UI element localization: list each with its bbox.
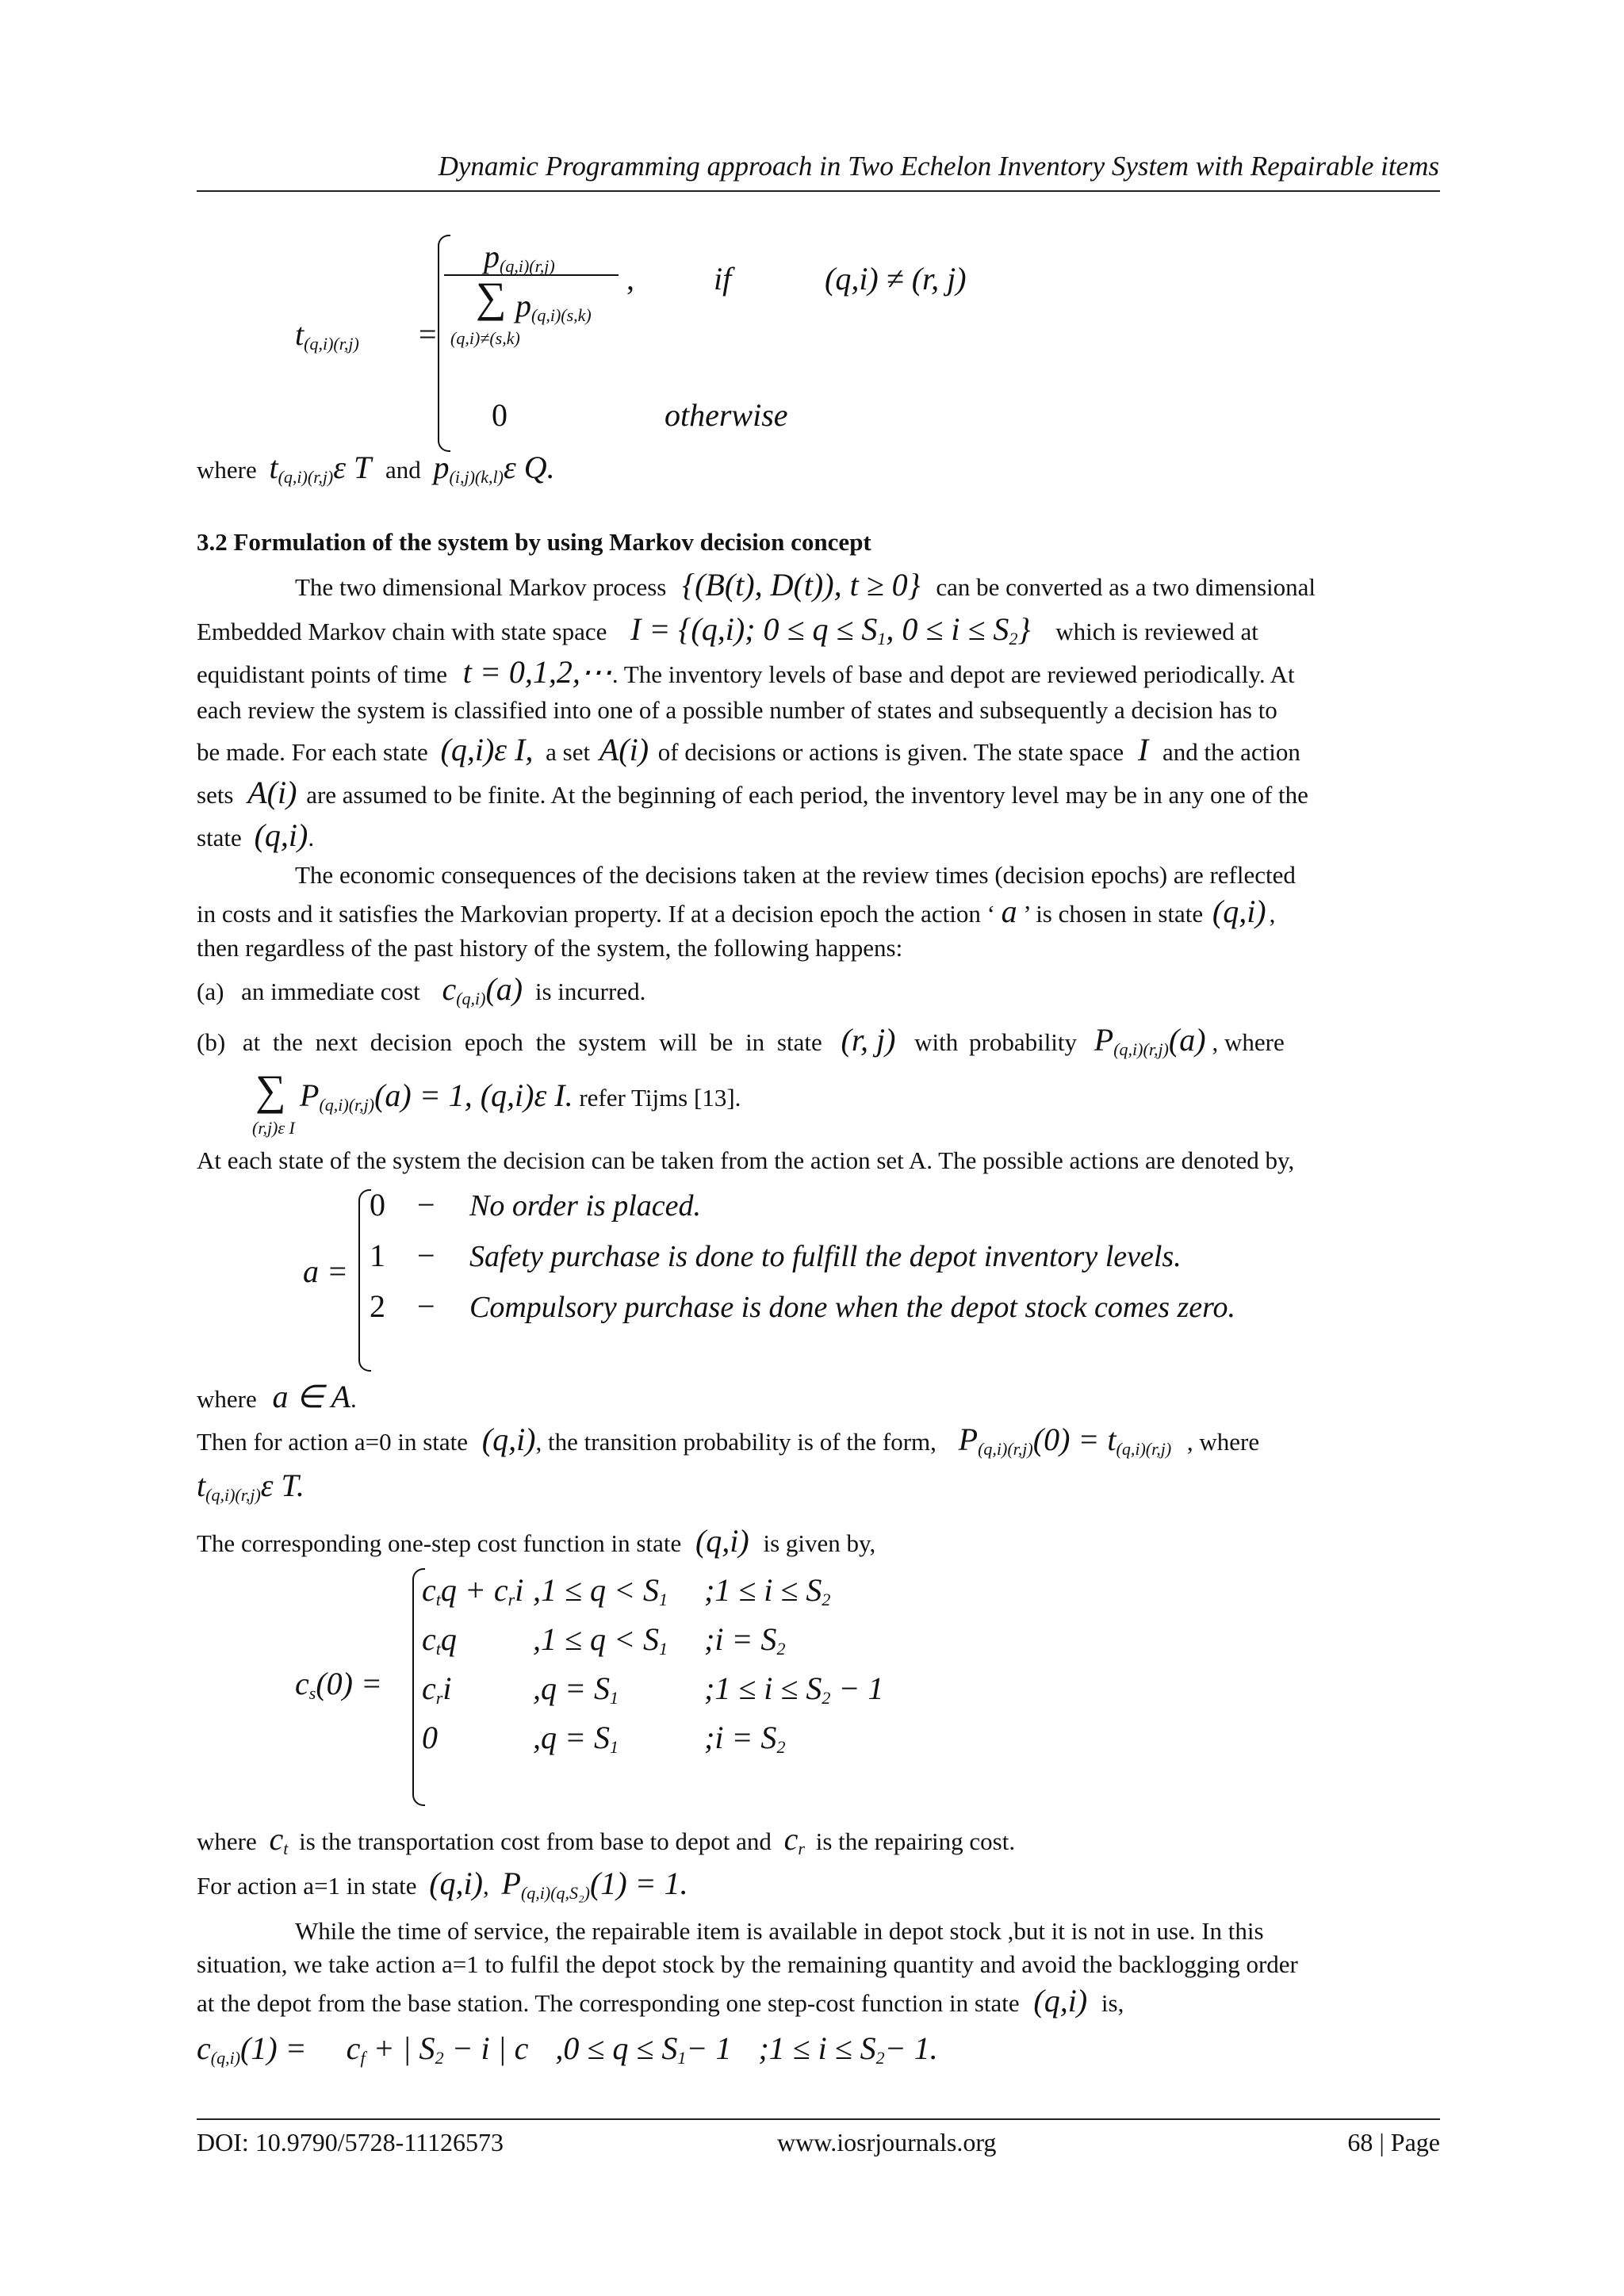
actions-intro: At each state of the system the decision can be taken from the action set A. The possible actions are denoted by, xyxy=(197,1146,1295,1174)
cost0-row-3: $c_ri$ $,q = S_1$ ;1 ≤ $i \le S_2 - 1$ xyxy=(422,1670,884,1708)
actions-where: where a ∈ A. xyxy=(197,1379,357,1414)
eq-t-comma: , xyxy=(626,261,634,297)
para2-item-a: (a) an immediate cost $c_{(q,i)}(a)$ is incurred. xyxy=(197,971,646,1008)
para3-line2: situation, we take action a=1 to fulfil the depot stock by the remaining quantity and avoid the backlogging order xyxy=(197,1950,1298,1978)
para2-sum-subscript: (r,j)ε I xyxy=(252,1118,295,1138)
cost0-cases xyxy=(422,1571,883,1768)
para1-line1: The two dimensional Markov process {(B(t), D(t)), t ≥ 0} can be converted as a two dimensional xyxy=(295,567,1316,603)
action0-line3: The corresponding one-step cost function in state (q,i) is given by, xyxy=(197,1523,876,1559)
action-2: 2 − Compulsory purchase is done when the depot stock comes zero. xyxy=(370,1288,1236,1324)
para2-sum-sign: ∑ xyxy=(255,1066,286,1114)
para1-line4: each review the system is classified into one of a possible number of states and subsequently a decision has to xyxy=(197,696,1277,724)
para2-line2: in costs and it satisfies the Markovian property. If at a decision epoch the action ‘ a ’ is chosen in state (q,i) , xyxy=(197,894,1276,929)
para2-line1: The economic consequences of the decisions taken at the review times (decision epochs) are reflected xyxy=(295,861,1296,889)
cost-where-line: where $c_t$ is the transportation cost from base to depot and $c_r$ is the repairing cost. xyxy=(197,1821,1016,1858)
para1-line7: state (q,i). xyxy=(197,817,315,853)
para1-line6: sets A(i) are assumed to be finite. At the beginning of each period, the inventory level may be in any one of the xyxy=(197,775,1308,810)
action-0: 0 − No order is placed. xyxy=(370,1187,702,1223)
eq-t-sum-sign: ∑ xyxy=(476,274,507,321)
para2-item-b: (b) at the next decision epoch the system will be in state (r, j) with probability $P_{(q,i)(r,j)}(a)$ , where xyxy=(197,1022,1285,1059)
eq-t-if: if xyxy=(714,261,732,297)
actions-list xyxy=(370,1186,1235,1338)
para3-line3: at the depot from the base station. The corresponding one step-cost function in state (q,i) is, xyxy=(197,1983,1124,2019)
footer-doi: DOI: 10.9790/5728-11126573 xyxy=(197,2128,504,2156)
action0-line2: $t_{(q,i)(r,j)}\varepsilon$ T. xyxy=(197,1468,304,1505)
eq-t-fraction-bar xyxy=(444,274,619,276)
footer-page-number: 68 | Page xyxy=(1347,2128,1440,2156)
eq-t-numerator: $p_{(q,i)(r,j)}$ xyxy=(484,239,555,276)
action0-line1: Then for action a=0 in state (q,i), the transition probability is of the form, $P_{(q,i)(r,j)}(0) = t_{(q,i)(r,j)}$ , where xyxy=(197,1422,1260,1459)
actions-lhs: a = xyxy=(303,1253,348,1289)
eq-t-denominator-p: $p_{(q,i)(s,k)}$ xyxy=(515,288,592,325)
eq-t-equals: = xyxy=(419,316,437,352)
header-rule xyxy=(197,190,1440,192)
cost0-lhs: $c_s(0)$ = xyxy=(295,1666,382,1703)
cost0-row-2: $c_tq$ $,1 \le q < S_1$ ;i = $S_2$ xyxy=(422,1621,786,1659)
para1-line2: Embedded Markov chain with state space I = {(q,i); $0 \le q \le S_1$, $0 \le i \le S_2$} which is reviewed at xyxy=(197,611,1258,649)
cost0-row-1: $c_tq + c_ri$ $,1 \le q < S_1$ ;1 ≤ $i \le S_2$ xyxy=(422,1572,831,1609)
eq-t-condition: (q,i) ≠ (r, j) xyxy=(825,261,967,297)
footer-rule xyxy=(197,2118,1440,2120)
running-title: Dynamic Programming approach in Two Echelon Inventory System with Repairable items xyxy=(438,151,1439,182)
para1-line3: equidistant points of time t = 0,1,2,⋯. The inventory levels of base and depot are reviewed periodically. At xyxy=(197,654,1295,690)
section-heading: 3.2 Formulation of the system by using Markov decision concept xyxy=(197,528,871,556)
cost1-equation: $c_{(q,i)}(1) = c_f$ + | $S_2 - i$ | c $,0 \le q \le S_1- 1$ ;1 ≤ $i \le S_2- 1$. xyxy=(197,2030,938,2068)
action-1: 1 − Safety purchase is done to fulfill the depot inventory levels. xyxy=(370,1238,1182,1273)
para2-line3: then regardless of the past history of the system, the following happens: xyxy=(197,934,903,962)
eq-t-zero: 0 xyxy=(492,397,508,433)
para3-line1: While the time of service, the repairable item is available in depot stock ,but it is not in use. In this xyxy=(295,1917,1264,1945)
eq-t-otherwise: otherwise xyxy=(665,397,788,433)
cost0-row-4: 0 $,q = S_1$ ;i = $S_2$ xyxy=(422,1720,786,1757)
action1-line: For action a=1 in state (q,i), $P_{(q,i)(q,S_2)}(1) = 1$. xyxy=(197,1866,688,1903)
eq-t-lhs: $t_{(q,i)(r,j)}$ xyxy=(295,316,359,354)
para2-sum-equation: $P_{(q,i)(r,j)}(a) = 1$, (q,i)ε I. refer Tijms [13]. xyxy=(300,1077,741,1115)
para1-line5: be made. For each state (q,i)ε I, a set A(i) of decisions or actions is given. The state space I and the action xyxy=(197,732,1300,767)
where-membership-line: where $t_{(q,i)(r,j)}\varepsilon$ T and $p_{(i,j)(k,l)}\varepsilon$ Q. xyxy=(197,450,555,487)
eq-t-sum-subscript: (q,i)≠(s,k) xyxy=(450,328,520,348)
eq-t-brace-bottom xyxy=(438,331,450,452)
footer-website[interactable]: www.iosrjournals.org xyxy=(777,2128,997,2156)
